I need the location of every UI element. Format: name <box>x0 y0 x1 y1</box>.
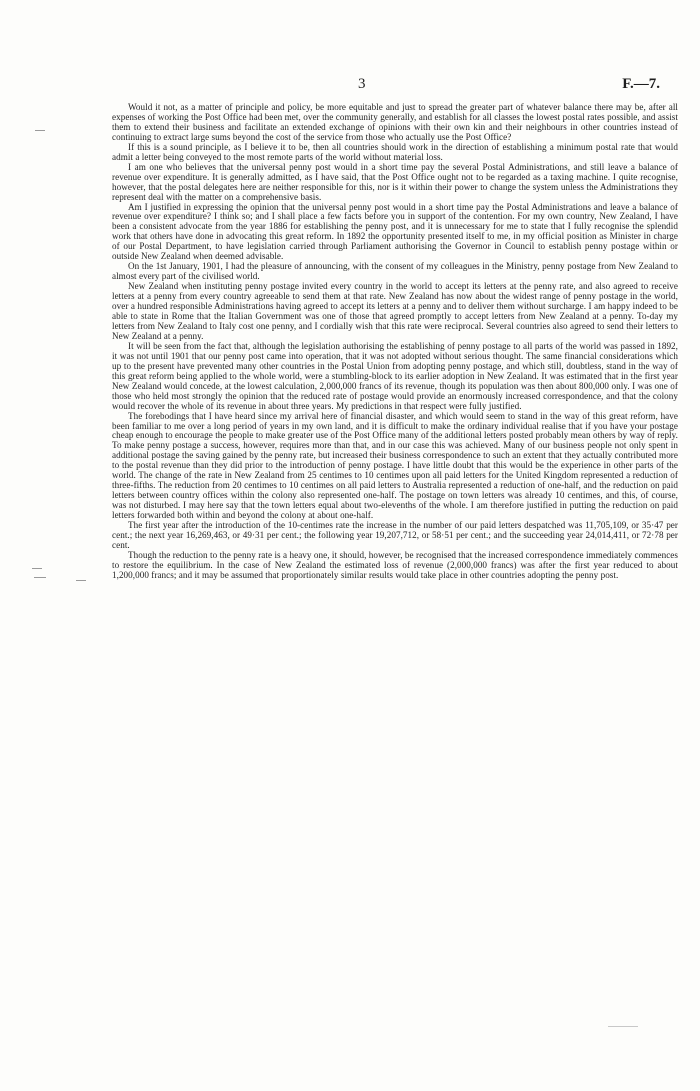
body-text <box>112 103 678 581</box>
page-number: 3 <box>358 76 366 92</box>
margin-mark <box>608 1026 638 1027</box>
paragraph: Would it not, as a matter of principle and policy, be more equitable and just to spread the greater part of whatever balance there may be, after all expenses of working the Post Office had been met, over the community generally, and establish for all classes the lowest postal rates possible, and assist them to extend their business and facilitate an extended exchange of opinions with their own kin and their neighbours in other countries instead of continuing to extract large sums beyond the cost of the service from those who actually use the Post Office? <box>112 102 678 142</box>
paragraph: On the 1st January, 1901, I had the pleasure of announcing, with the consent of my colleagues in the Ministry, penny postage from New Zealand to almost every part of the civilised world. <box>112 261 678 282</box>
margin-mark <box>34 577 46 578</box>
paragraph: The first year after the introduction of the 10-centimes rate the increase in the number of our paid letters despatched was 11,705,109, or 35·47 per cent.; the next year 16,269,463, or 49·31 per cent.; the following year 19,207,712, or 58·51 per cent.; and the succeeding year 24,014,411, or 72·78 per cent. <box>112 520 678 550</box>
page-header <box>0 76 700 96</box>
margin-mark <box>32 568 42 569</box>
margin-mark <box>76 580 86 581</box>
paragraph: If this is a sound principle, as I believe it to be, then all countries should work in the direction of establishing a minimum postal rate that would admit a letter being conveyed to the most remote parts of the world without material loss. <box>112 141 678 162</box>
paragraph: The forebodings that I have heard since my arrival here of financial disaster, and which would seem to stand in the way of this great reform, have been familiar to me over a long period of years in my own land, and it is difficult to make the ordinary individual realise that if you have your postage cheap enough to encourage the people to make greater use of the Post Office many of the additional letters posted probably mean others by way of reply. To make penny postage a success, however, requires more than that, and in our case this was achieved. Many of our business people not only spent in additional postage the saving gained by the penny rate, but increased their business correspondence to such an extent that they actually contributed more to the postal revenue than they did prior to the introduction of penny postage. I have little doubt that this would be the experience in other parts of the world. The change of the rate in New Zealand from 25 centimes to 10 centimes upon all paid letters for the United Kingdom represented a reduction of three-fifths. The reduction from 20 centimes to 10 centimes on all paid letters to Australia represented a reduction of one-half, and the reduction on paid letters between country offices within the colony also represented one-half. The postage on town letters was already 10 centimes, and this, of course, was not disturbed. I may here say that the town letters equal about two-elevenths of the whole. I am therefore justified in putting the reduction on paid letters forwarded both within and beyond the colony at about one-half. <box>112 410 678 521</box>
document-reference: F.—7. <box>622 76 660 92</box>
paragraph: New Zealand when instituting penny postage invited every country in the world to accept its letters at the penny rate, and also agreed to receive letters at a penny from every country agreeable to send them at that rate. New Zealand has now about the widest range of penny postage in the world, over a hundred responsible Administrations having agreed to accept its letters at a penny and to deliver them without surcharge. I am happy indeed to be able to state in Rome that the Italian Government was one of those that agreed promptly to accept letters from New Zealand at a penny. To-day my letters from New Zealand to Italy cost one penny, and I cordially wish that this rate were reciprocal. Several countries also agreed to send their letters to New Zealand at a penny. <box>112 281 678 341</box>
paragraph: It will be seen from the fact that, although the legislation authorising the establishing of penny postage to all parts of the world was passed in 1892, it was not until 1901 that our penny post came into operation, that it was not adopted without serious thought. The same financial considerations which up to the present have prevented many other countries in the Postal Union from adopting penny postage, and which still, doubtless, stand in the way of this great reform being applied to the whole world, were a stumbling-block to its earlier adoption in New Zealand. It was estimated that in the first year New Zealand would concede, at the lowest calculation, 2,000,000 francs of its revenue, though its population was then about 800,000 only. I was one of those who held most strongly the opinion that the reduced rate of postage would provide an enormously increased correspondence, and that the colony would recover the whole of its revenue in about three years. My predictions in that respect were fully justified. <box>112 340 678 411</box>
margin-mark <box>35 130 45 131</box>
paragraph: I am one who believes that the universal penny post would in a short time pay the several Postal Administrations, and still leave a balance of revenue over expenditure. It is generally admitted, as I have said, that the Post Office ought not to be regarded as a taxing machine. I quite recognise, however, that the postal delegates here are neither responsible for this, nor is it within their power to change the system unless the Administrations they represent deal with the matter on a comprehensive basis. <box>112 161 678 202</box>
paragraph: Am I justified in expressing the opinion that the universal penny post would in a short time pay the Postal Administrations and leave a balance of revenue over expenditure? I think so; and I shall place a few facts before you in support of the contention. For my own country, New Zealand, I have been a consistent advocate from the year 1886 for establishing the penny post, and it is unnecessary for me to state that I fully recognise the splendid work that others have done in advocating this great reform. In 1892 the opportunity presented itself to me, in my official position as Minister in charge of our Postal Department, to have legislation carried through Parliament authorising the Governor in Council to establish penny postage within or outside New Zealand when deemed advisable. <box>112 201 678 262</box>
paragraph: Though the reduction to the penny rate is a heavy one, it should, however, be recognised that the increased correspondence immediately commences to restore the equilibrium. In the case of New Zealand the estimated loss of revenue (2,000,000 francs) was after the first year reduced to about 1,200,000 francs; and it may be assumed that proportionately similar results would take place in other countries adopting the penny post. <box>112 549 678 580</box>
